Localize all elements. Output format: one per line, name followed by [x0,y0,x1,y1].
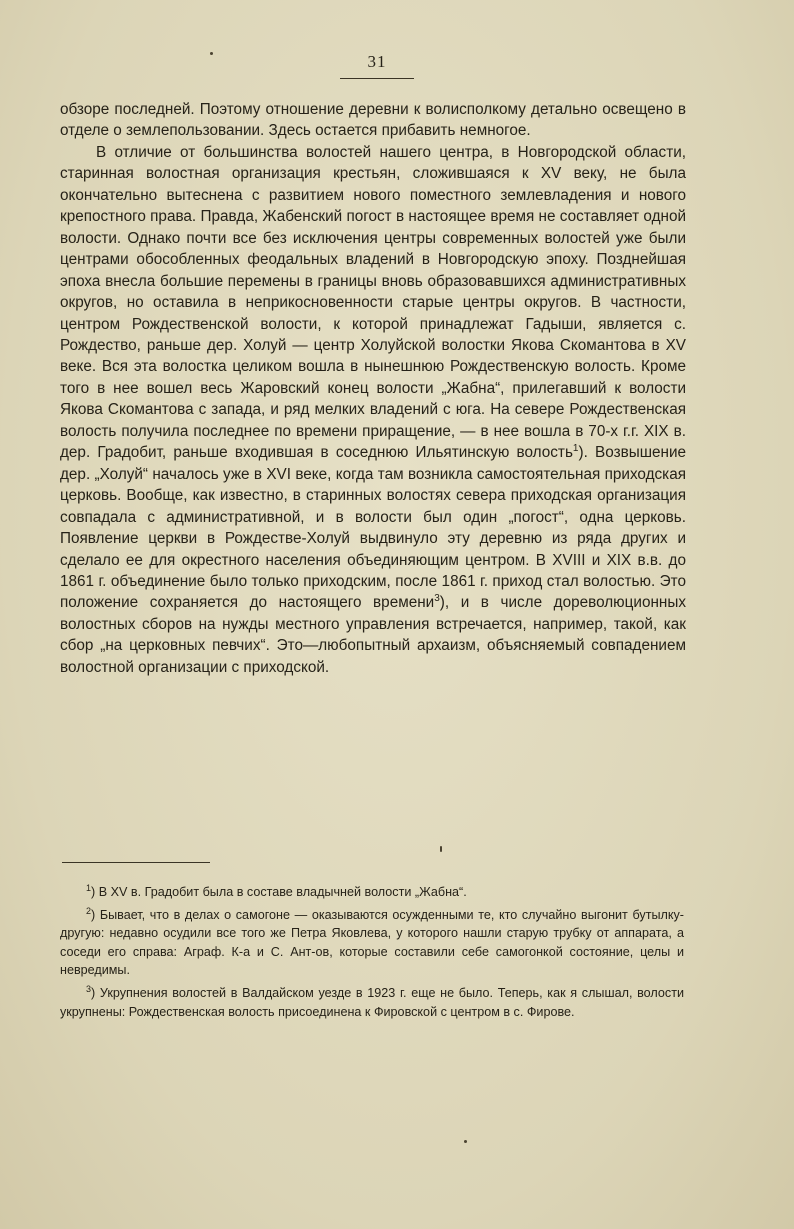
footnote-1 [60,883,684,902]
header-rule [340,78,414,79]
footnote-ref-3: 3 [434,593,440,605]
footnote-text: ) Укрупнения волостей в Валдайском уезде в 1923 г. еще не было. Теперь, как я слышал, волости укрупнены: Рождественская волость присоединена к Фировской с центром в с. Фирове. [60,985,684,1019]
footnote-mark: 3 [86,983,92,994]
paper-speck [464,1140,467,1143]
footnote-text: ) В XV в. Градобит была в составе владычней волости „Жабна“. [91,885,467,899]
footnote-rule [62,862,210,863]
paper-speck [210,52,213,55]
footnote-mark: 1 [86,883,92,893]
main-text [60,99,686,678]
paragraph-2-part-1: В отличие от большинства волостей нашего центра, в Новгородской области, старинная волостная организация крестьян, сложившаяся к XV веку, не была окончательно вытеснена с развитием нового поместного землевладения и нового крепостного права. Правда, Жабенский погост в настоящее время не составляет одной волости. Однако почти все без исключения центры современных волостей уже были центрами обособленных феодальных владений в Новгородскую эпоху. Позднейшая эпоха внесла большие перемены в границы вновь образовавшихся административных округов, но оставила в неприкосновенности старые центры округов. В частности, центром Рождественской волости, к которой принадлежат Гадыши, является с. Рождество, раньше дер. Холуй — центр Холуйской волостки Якова Скомантова в XV веке. Вся эта волостка целиком вошла в нынешнюю Рождественскую волость. Кроме того в нее вошел весь Жаровский конец волости „Жабна“, прилегавший к волости Якова Скомантова с запада, и ряд мелких владений с юга. На севере Рождественская волость получила последнее по времени приращение, — в нее вошла в 70-х г.г. XIX в. дер. Градобит, раньше входившая в соседнюю Ильятинскую волость [60,143,686,462]
footnote-text: ) Бывает, что в делах о самогоне — оказываются осужденными те, кто случайно выгонит бутылку-другую: недавно осудили все того же Петра Яковлева, у которого нашли старую трубку от аппарата, а соседи его справа: Аграф. К-а и С. Ант-ов, которые составили себе самогонкой состояние, целы и невредимы. [60,907,684,978]
footnote-2 [60,906,684,980]
footnotes [60,883,684,1025]
paragraph-2 [60,142,686,678]
footnote-mark: 2 [86,905,92,916]
paragraph-2-part-2: ). Возвышение дер. „Холуй“ началось уже в XVI веке, когда там возникла самостоятельная приходская церковь. Вообще, как известно, в старинных волостях севера приходская организация совпадала с административной, и в волости был один „погост“, одна церковь. Появление церкви в Рождестве-Холуй выдвинуло эту деревню из ряда других и сделало ее для окрестного населения объединяющим центром. В XVIII и XIX в.в. до 1861 г. объединение было только приходским, после 1861 г. приход стал волостью. Это положение сохраняется до настоящего времени [60,444,687,612]
paper-speck [440,846,442,852]
footnote-ref-1: 1 [572,443,579,455]
paragraph-1: обзоре последней. Поэтому отношение деревни к волисполкому детально освещено в отделе о землепользовании. Здесь остается прибавить немногое. [60,101,686,140]
footnote-3 [60,984,684,1021]
page-number: 31 [367,52,387,71]
paragraph-2-part-3: ), и в числе дореволюционных волостных сборов на нужды местного управления встречается, например, такой, как сбор „на церковных певчих“. Это—любопытный архаизм, объясняемый совпадением волостной организации с приходской. [60,594,686,676]
